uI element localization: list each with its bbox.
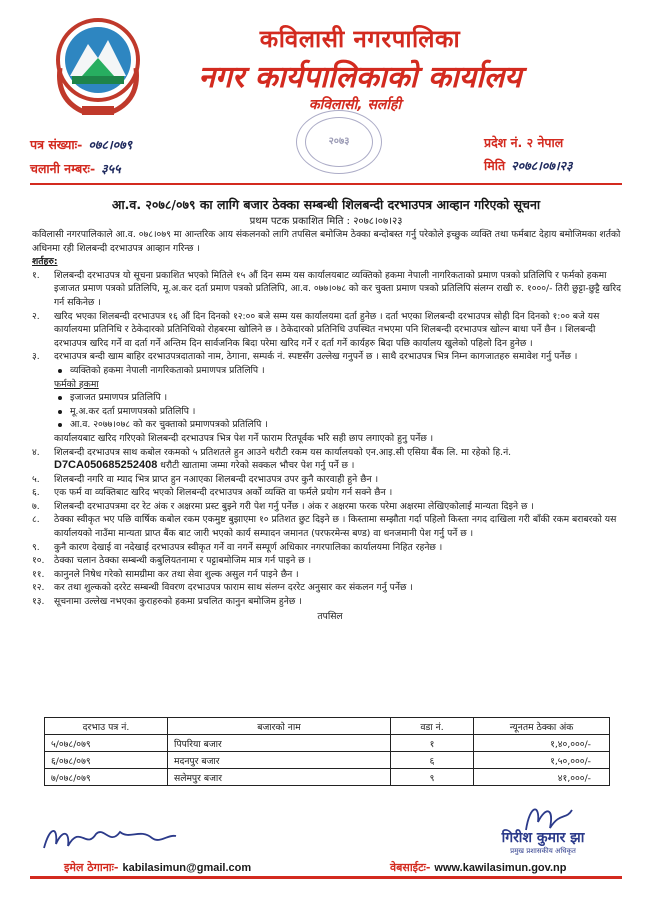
officer-name: गिरीश कुमार झा	[501, 830, 585, 846]
term-11: ११. कानुनले निषेध गरेको सामग्रीमा कर तथा सेवा शुल्क असुल गर्न पाइने छैन ।	[32, 568, 299, 580]
cell: ७/०७८/०७९	[45, 769, 168, 786]
date: मिति २०७८।०७।२३	[484, 158, 573, 173]
firm-heading: फर्मको हकमा	[54, 378, 99, 390]
term-10: १०. ठेक्का चलान ठेक्का सम्बन्धी कबुलियतनामा र पट्टाबमोजिम मात्र गर्न पाइने छ ।	[32, 555, 312, 567]
col-header: न्यूनतम ठेक्का अंक	[474, 718, 610, 735]
term-13: १३. सूचनामा उल्लेख नभएका कुराहरुको हकमा प्रचलित कानुन बमोजिम हुनेछ ।	[32, 596, 302, 608]
term-12: १२. कर तथा शुल्कको दररेट सम्बन्धी विवरण दरभाउपत्र फाराम साथ संलग्न दररेट अनुसार कर संकलन गर्नु पर्नेछ ।	[32, 582, 413, 594]
cell: ६	[391, 752, 474, 769]
table-row	[45, 735, 610, 752]
market-table	[44, 717, 610, 786]
table-header-row	[45, 718, 610, 735]
footer-email: इमेल ठेगानाः- kabilasimun@gmail.com	[64, 861, 252, 874]
cell: ६/०७८/०७९	[45, 752, 168, 769]
term-2: २. खरिद भएका शिलबन्दी दरभाउपत्र १६ औं दिन दिनको १२:०० बजे सम्म यस कार्यालयमा दर्ता हुनेछ । दर्ता भएका शिलबन्दी दरभाउपत्र सोही दिन दिनको १:०० बजे यस कार्यालयमा प्रतिनिधि र ठेकेदारको प्रतिनिधिको रोहबरमा खोलिने छ । ठेकेदारको प्रतिनिधि उपस्थित नभएमा पनि शिलबन्दी दरभाउपत्र खोल्न बाधा पर्ने छैन । शिलबन्दी दरभाउपत्र खरिद गर्ने वा दर्ता गर्ने अन्तिम दिन सार्वजनिक बिदा परेमा खरिद गर्ने र दर्ता गर्ने कार्यहरु बिदा पछि कार्यालय खुलेको पहिलो दिन हुनेछ ।	[32, 310, 600, 349]
notice-title: आ.व. २०७८/०७९ का लागि बजार ठेक्का सम्बन्धी शिलबन्दी दरभाउपत्र आव्हान गरिएको सूचना	[111, 197, 541, 212]
firm-bullet: मू.अ.कर दर्ता प्रमाणपत्रको प्रतिलिपि ।	[32, 405, 628, 419]
cell: मदनपुर बजार	[168, 752, 391, 769]
table-caption: तपसिल	[317, 610, 343, 622]
cell: ५/०७८/०७९	[45, 735, 168, 752]
cell: १	[391, 735, 474, 752]
publish-date: प्रथम पटक प्रकाशित मिति : २०७८।०७।२३	[249, 216, 403, 227]
cell: पिपरिया बजार	[168, 735, 391, 752]
term-5: ५. शिलबन्दी नगरि वा म्याद भित्र प्राप्त हुन नआएका शिलबन्दी दरभाउपत्र उपर कुनै कारवाही हुने छैन ।	[32, 473, 379, 485]
office-name: नगर कार्यपालिकाको कार्यालय	[198, 60, 522, 95]
cell: १,५०,०००/-	[474, 752, 610, 769]
col-header: बजारको नाम	[168, 718, 391, 735]
officer-title: प्रमुख प्रशासकीय अधिकृत	[510, 847, 576, 855]
notice-body	[32, 228, 628, 623]
letter-no: पत्र संख्याः- ०७८।०७९	[30, 137, 133, 152]
bank-account: D7CA050685252408	[54, 459, 158, 472]
term-6: ६. एक फर्म वा व्यक्तिबाट खरिद भएको शिलबन्दी दरभाउपत्र अर्को व्यक्ति वा फर्मले प्रयोग गर्न सक्ने छैन ।	[32, 487, 393, 499]
col-header: दरभाउ पत्र नं.	[45, 718, 168, 735]
bullet-citizen: व्यक्तिको हकमा नेपाली नागरिकताको प्रमाणपत्र प्रतिलिपि ।	[32, 364, 628, 378]
table-row	[45, 752, 610, 769]
province: प्रदेश नं. २ नेपाल	[484, 135, 564, 150]
term-3: ३. दरभाउपत्र बन्दी खाम बाहिर दरभाउपत्रदाताको नाम, ठेगाना, सम्पर्क नं. स्पष्टसँग उल्लेख गनुपर्ने छ । साथै दरभाउपत्र भित्र निम्न कागजातहरु समावेश गर्नु पर्नेछ ।	[32, 351, 578, 363]
left-signature-icon	[40, 820, 180, 856]
bank-account-line: D7CA050685252408 धरौटी खातामा जम्मा गरेको सक्कल भौचर पेश गर्नु पर्ने छ ।	[54, 459, 355, 472]
term-4: ४. शिलबन्दी दरभाउपत्र साथ कबोल रकमको ५ प्रतिशतले हुन आउने धरौटी रकम यस कार्यालयको एन.आइ.सी एसिया बैंक लि. मा रहेको हि.नं.	[32, 446, 512, 458]
nepal-emblem-icon	[52, 14, 144, 120]
cell: ४१,०००/-	[474, 769, 610, 786]
firm-bullet: आ.व. २०७७।०७८ को कर चुक्ताको प्रमाणपत्रको प्रतिलिपि ।	[32, 418, 628, 432]
cell: ९	[391, 769, 474, 786]
office-seal	[296, 110, 382, 174]
location: कविलासी, सर्लाही	[308, 97, 402, 113]
org-name: कविलासी नगरपालिका	[259, 25, 461, 53]
cell: १,४०,०००/-	[474, 735, 610, 752]
header-divider	[30, 183, 622, 185]
office-note: कार्यालयबाट खरिद गरिएको शिलबन्दी दरभाउपत्र भित्र पेश गर्ने फाराम रितपूर्वक भरि सही छाप लगाएको हुनु पर्नेछ ।	[54, 432, 434, 444]
cell: सलेमपुर बजार	[168, 769, 391, 786]
term-1: १. शिलबन्दी दरभाउपत्र यो सूचना प्रकाशित भएको मितिले १५ औं दिन सम्म यस कार्यालयबाट व्यक्तिको हकमा नेपाली नागरिकताको प्रमाण पत्रको प्रतिलिपि र फर्मको हकमा इजाजत प्रमाण पत्रको प्रतिलिपि, मू.अ.कर दर्ता प्रमाण पत्रको प्रतिलिपि, आ.व. ०७७।०७८ को कर चुक्ता प्रमाण पत्रको प्रतिलिपि संलग्न राखी रु. १०००/- तिरी छुट्टा-छुट्टै खरिद गर्न सकिनेछ ।	[32, 269, 622, 308]
term-8: ८. ठेक्का स्वीकृत भए पछि वार्षिक कबोल रकम एकमुष्ट बुझाएमा १० प्रतिशत छुट दिइने छ । किस्तामा सम्झौता गर्दा पहिलो किस्ता नगद दाखिला गरी बाँकी रकम बराबरको यस कार्यालयको नाउँमा मान्यता प्राप्त बैंक बाट जारी भएको कार्य सम्पादन जमानत (परफरमेन्स बण्ड) वा धनजमानी पेश गर्नु पर्ने छ ।	[32, 514, 617, 540]
seal-year: २०७३	[328, 136, 350, 147]
term-7: ७. शिलबन्दी दरभाउपत्रमा दर रेट अंक र अक्षरमा प्रस्ट बुझ्ने गरी पेश गर्नु पर्नेछ । अंक र अक्षरमा फरक परेमा अक्षरमा लेखिएकोलाई मान्यता दिइने छ ।	[32, 500, 534, 512]
table-row	[45, 769, 610, 786]
footer-website: वेबसाईटः- www.kawilasimun.gov.np	[390, 861, 567, 874]
term-9: ९. कुनै कारण देखाई वा नदेखाई दरभाउपत्र स्वीकृत गर्ने वा नगर्ने सम्पूर्ण अधिकार नगरपालिका कार्यालयमा निहित रहनेछ ।	[32, 541, 443, 553]
terms-heading: शर्तहरु:	[32, 256, 58, 268]
col-header: वडा नं.	[391, 718, 474, 735]
intro: कविलासी नगरपालिकाले आ.व. ०७८।०७९ मा आन्तरिक आय संकलनको लागि तपसिल बमोजिम ठेक्का बन्दोबस्त गर्नु परेकोले इच्छुक व्यक्ति तथा फर्मबाट देहाय बमोजिमका शर्तको अधिनमा रही शिलबन्दी दरभाउपत्र आव्हान गरिन्छ ।	[32, 229, 621, 254]
footer-divider	[30, 876, 622, 879]
firm-bullet: इजाजत प्रमाणपत्र प्रतिलिपि ।	[32, 391, 628, 405]
dispatch-no: चलानी नम्बरः- ३५५	[30, 161, 121, 176]
